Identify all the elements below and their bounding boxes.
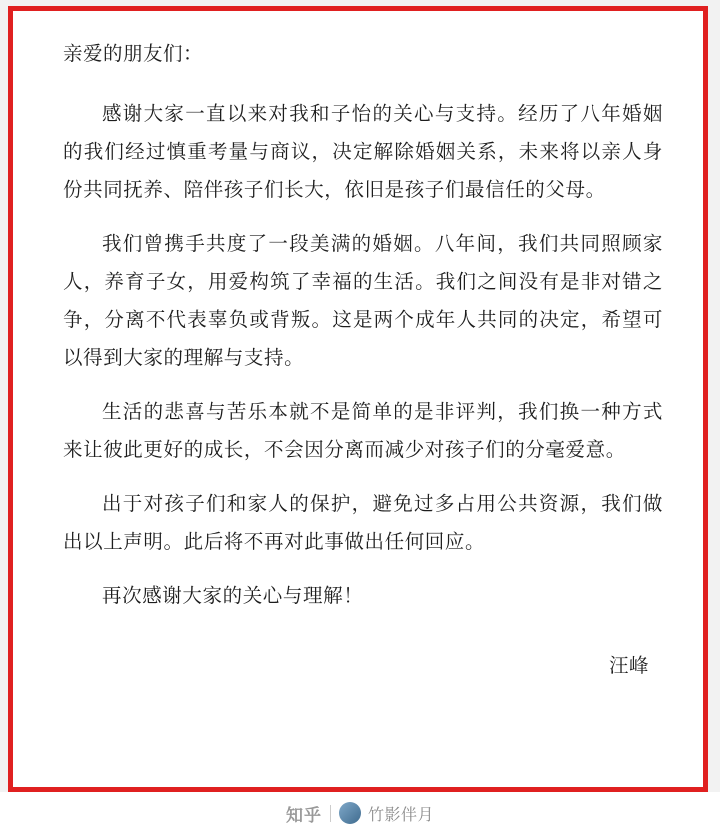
paragraph-4: 出于对孩子们和家人的保护，避免过多占用公共资源，我们做出以上声明。此后将不再对此事做出任何回应。 — [63, 494, 663, 554]
paragraph-2: 我们曾携手共度了一段美满的婚姻。八年间，我们共同照顾家人，养育子女，用爱构筑了幸福的生活。我们之间没有是非对错之争，分离不代表辜负或背叛。这是两个成年人共同的决定，希望可以得到大家的理解与支持。 — [63, 234, 663, 370]
author-name: 竹影伴月 — [367, 806, 434, 824]
statement-card — [8, 6, 708, 792]
statement-body — [13, 11, 703, 787]
signature: 汪峰 — [608, 656, 649, 678]
zhihu-logo: 知乎 — [285, 805, 322, 825]
author-watermark — [339, 802, 434, 825]
user-avatar-icon — [339, 802, 361, 824]
page-edge-left — [0, 0, 8, 792]
salutation: 亲爱的朋友们： — [63, 44, 204, 65]
paragraph-1: 感谢大家一直以来对我和子怡的关心与支持。经历了八年婚姻的我们经过慎重考量与商议，决定解除婚姻关系，未来将以亲人身份共同抚养、陪伴孩子们长大，依旧是孩子们最信任的父母。 — [63, 104, 663, 202]
paragraph-5: 再次感谢大家的关心与理解！ — [102, 586, 364, 608]
watermark-footer — [0, 792, 720, 834]
page-edge-right — [708, 0, 720, 792]
paragraph-3: 生活的悲喜与苦乐本就不是简单的是非评判，我们换一种方式来让彼此更好的成长，不会因分离而减少对孩子们的分毫爱意。 — [63, 402, 663, 462]
footer-divider — [330, 805, 331, 822]
